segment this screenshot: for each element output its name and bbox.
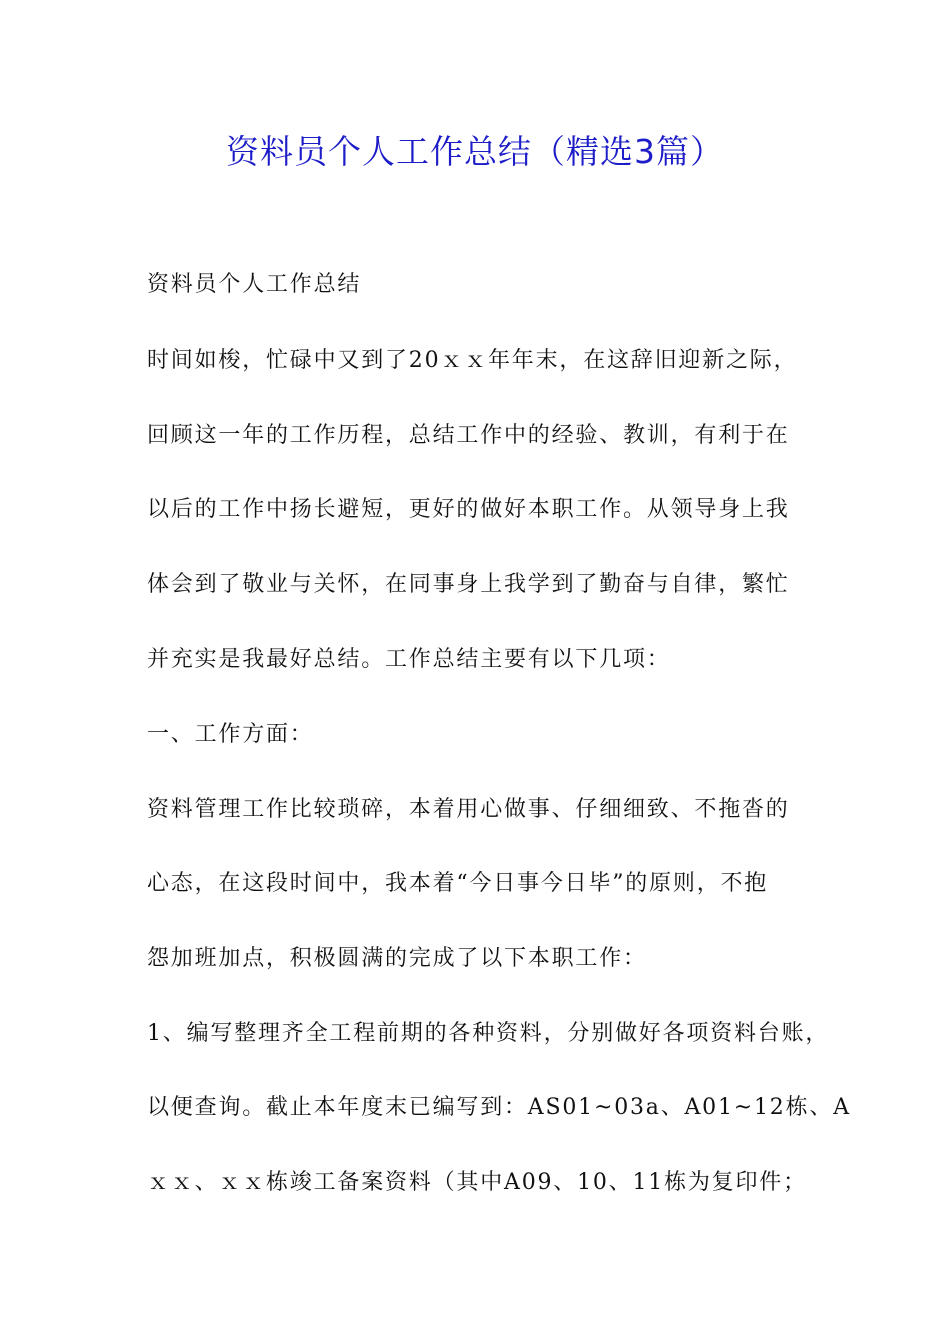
paragraph-line: 时间如梭，忙碌中又到了20ｘｘ年年末，在这辞旧迎新之际， — [147, 348, 798, 373]
paragraph-line: 心态，在这段时间中，我本着“今日事今日毕”的原则，不抱 — [147, 871, 769, 896]
paragraph-line: 体会到了敬业与关怀，在同事身上我学到了勤奋与自律，繁忙 — [147, 572, 790, 597]
paragraph-line: ｘｘ、ｘｘ栋竣工备案资料（其中A09、10、11栋为复印件； — [147, 1170, 807, 1195]
paragraph-line: 怨加班加点，积极圆满的完成了以下本职工作： — [147, 946, 647, 971]
paragraph-line: 以后的工作中扬长避短，更好的做好本职工作。从领导身上我 — [147, 497, 790, 522]
paragraph-line: 并充实是我最好总结。工作总结主要有以下几项： — [147, 647, 671, 672]
paragraph-line: 1、编写整理齐全工程前期的各种资料，分别做好各项资料台账， — [147, 1021, 830, 1046]
paragraph-line: 资料管理工作比较琐碎，本着用心做事、仔细细致、不拖沓的 — [147, 797, 790, 822]
paragraph-line: 回顾这一年的工作历程，总结工作中的经验、教训，有利于在 — [147, 423, 790, 448]
document-title: 资料员个人工作总结（精选3篇） — [226, 132, 724, 171]
subsection-heading: 一、工作方面： — [147, 722, 314, 747]
paragraph-line: 以便查询。截止本年度末已编写到：AS01~03a、A01~12栋、A — [147, 1095, 851, 1120]
section-heading: 资料员个人工作总结 — [147, 272, 362, 297]
